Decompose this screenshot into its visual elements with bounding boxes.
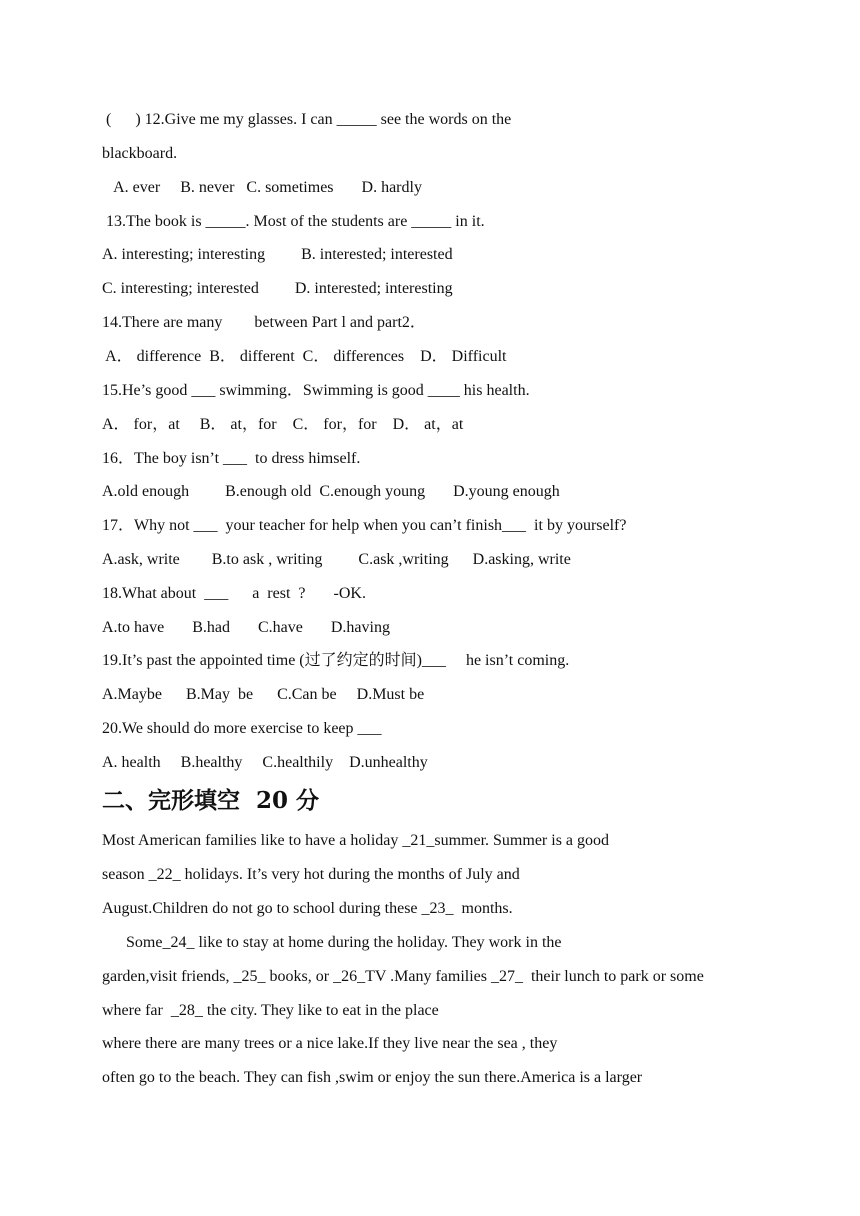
question-14-stem: 14.There are many between Part l and part2．	[102, 314, 426, 331]
question-12-stem-line-2: blackboard.	[102, 145, 178, 162]
question-16-options: A.old enough B.enough old C.enough young D.young enough	[102, 483, 560, 500]
question-15-options: A． for，at B． at，for C． for，for D． at，at	[102, 416, 464, 433]
question-19-options: A.Maybe B.May be C.Can be D.Must be	[102, 686, 425, 703]
question-13-stem: 13.The book is _____. Most of the students are _____ in it.	[102, 213, 485, 230]
question-20-options: A. health B.healthy C.healthily D.unhealthy	[102, 754, 428, 771]
passage-line: Most American families like to have a holiday _21_summer. Summer is a good	[102, 832, 610, 849]
question-19-stem: 19.It’s past the appointed time (过了约定的时间)___ he isn’t coming.	[102, 652, 570, 669]
question-18-stem: 18.What about ___ a rest ? -OK.	[102, 585, 366, 602]
question-12-options: A. ever B. never C. sometimes D. hardly	[102, 179, 422, 196]
question-14-options: A． difference B． different C． differences D． Difficult	[102, 348, 507, 365]
question-17-options: A.ask, write B.to ask , writing C.ask ,writing D.asking, write	[102, 551, 571, 568]
passage-line: where far _28_ the city. They like to eat in the place	[102, 1002, 439, 1019]
passage-line: garden,visit friends, _25_ books, or _26_TV .Many families _27_ their lunch to park or some	[102, 968, 704, 985]
passage-line: August.Children do not go to school during these _23_ months.	[102, 900, 513, 917]
question-16-stem: 16．The boy isn’t ___ to dress himself.	[102, 450, 361, 467]
question-15-stem: 15.He’s good ___ swimming．Swimming is good ____ his health.	[102, 382, 530, 399]
question-12-stem-line-1: ( ) 12.Give me my glasses. I can _____ see the words on the	[102, 111, 512, 128]
question-13-options-line-2: C. interesting; interested D. interested; interesting	[102, 280, 453, 297]
question-18-options: A.to have B.had C.have D.having	[102, 619, 390, 636]
passage-line: where there are many trees or a nice lake.If they live near the sea , they	[102, 1035, 558, 1052]
question-13-options-line-1: A. interesting; interesting B. interested; interested	[102, 246, 453, 263]
question-17-stem: 17．Why not ___ your teacher for help when you can’t finish___ it by yourself?	[102, 517, 627, 534]
passage-line: season _22_ holidays. It’s very hot during the months of July and	[102, 866, 520, 883]
question-20-stem: 20.We should do more exercise to keep ___	[102, 720, 382, 737]
section-two-heading: 二、完形填空 20 分	[102, 787, 320, 814]
passage-line: often go to the beach. They can fish ,swim or enjoy the sun there.America is a larger	[102, 1069, 643, 1086]
passage-line: Some_24_ like to stay at home during the holiday. They work in the	[102, 934, 562, 951]
